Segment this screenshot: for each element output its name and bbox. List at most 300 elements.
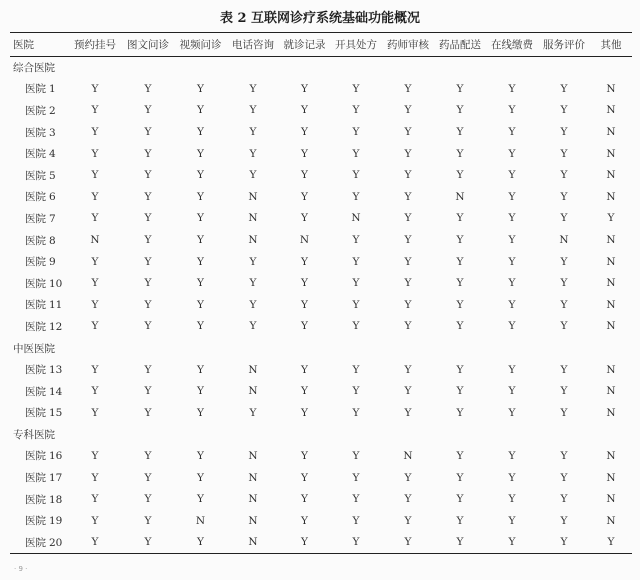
hospital-name (10, 100, 68, 122)
function-flag-cell: Y (404, 126, 412, 139)
column-header: 服务评价 (543, 39, 585, 51)
function-flag-cell: Y (456, 449, 464, 462)
function-flag-cell: Y (560, 212, 568, 225)
hospital-number: 16 (49, 450, 63, 463)
function-flag-cell: Y (560, 255, 568, 268)
function-flag-cell: Y (144, 298, 152, 311)
hospital-label: 医院 (25, 212, 46, 225)
function-flag-cell: Y (456, 255, 464, 268)
function-flag-cell: Y (404, 536, 412, 549)
function-flag-cell: Y (91, 514, 99, 527)
function-flag-cell: Y (91, 298, 99, 311)
function-flag-cell: Y (352, 320, 360, 333)
hospital-number: 7 (49, 212, 56, 225)
function-flag-cell: Y (508, 363, 516, 376)
column-header: 图文问诊 (127, 39, 169, 51)
function-flag-cell: N (248, 234, 258, 247)
function-flag-cell: Y (352, 147, 360, 160)
hospital-number: 19 (49, 515, 63, 528)
function-flag-cell: N (248, 212, 258, 225)
function-flag-cell: Y (301, 514, 308, 527)
function-flag-cell: Y (404, 363, 412, 376)
hospital-name (10, 510, 68, 532)
function-flag-cell: Y (456, 234, 464, 247)
function-flag-cell: Y (352, 449, 360, 462)
hospital-label: 医院 (25, 515, 46, 528)
function-flag-cell: Y (404, 385, 412, 398)
function-flag-cell: Y (197, 449, 204, 462)
table-row (10, 532, 632, 554)
function-flag-cell: Y (404, 234, 412, 247)
group-label: 专科医院 (13, 428, 55, 441)
group-label: 综合医院 (13, 62, 55, 75)
hospital-name (10, 380, 68, 402)
function-flag-cell: Y (560, 82, 568, 95)
hospital-number: 14 (49, 385, 63, 398)
function-flag-cell: Y (301, 536, 308, 549)
hospital-name (10, 121, 68, 143)
hospital-name (10, 294, 68, 316)
function-flag-cell: Y (456, 126, 464, 139)
function-flag-cell: Y (560, 320, 568, 333)
function-flag-cell: Y (144, 363, 152, 376)
function-flag-cell: Y (144, 190, 152, 203)
function-flag-cell: Y (249, 82, 257, 95)
hospital-label: 医院 (25, 536, 46, 549)
function-flag-cell: Y (607, 212, 615, 225)
function-flag-cell: Y (197, 255, 204, 268)
function-flag-cell: Y (352, 385, 360, 398)
function-flag-cell: Y (560, 493, 568, 506)
function-flag-cell: Y (301, 320, 308, 333)
hospital-number: 8 (49, 234, 56, 247)
function-flag-cell: Y (560, 147, 568, 160)
function-flag-cell: Y (197, 169, 204, 182)
function-flag-cell: Y (456, 320, 464, 333)
function-flag-cell: Y (404, 298, 412, 311)
function-flag-cell: Y (508, 169, 516, 182)
table-caption: 表 2 互联网诊疗系统基础功能概况 (219, 11, 421, 26)
hospital-name (10, 272, 68, 294)
hospital-number: 2 (49, 104, 56, 117)
function-flag-cell: Y (197, 277, 204, 290)
table-row (10, 251, 632, 273)
column-header: 就诊记录 (283, 39, 326, 51)
function-flag-cell: Y (197, 212, 204, 225)
hospital-number: 1 (49, 83, 56, 96)
hospital-label: 医院 (25, 148, 46, 161)
function-flag-cell: Y (352, 298, 360, 311)
function-flag-cell: N (248, 190, 258, 203)
function-flag-cell: Y (560, 104, 568, 117)
function-flag-cell: N (606, 449, 616, 462)
function-flag-cell: Y (144, 212, 152, 225)
function-flag-cell: Y (508, 104, 516, 117)
hospital-label: 医院 (25, 450, 46, 463)
function-flag-cell: Y (456, 212, 464, 225)
function-flag-cell: Y (144, 104, 152, 117)
function-flag-cell: N (606, 126, 616, 139)
function-flag-cell: Y (301, 255, 308, 268)
table-row (10, 445, 632, 467)
function-flag-cell: Y (197, 126, 204, 139)
hospital-name (10, 251, 68, 273)
function-flag-cell: Y (249, 147, 257, 160)
table-row (10, 294, 632, 316)
table-row (10, 272, 632, 294)
function-flag-cell: Y (560, 536, 568, 549)
function-flag-cell: Y (508, 147, 516, 160)
function-flag-cell: Y (352, 190, 360, 203)
function-flag-cell: Y (301, 126, 308, 139)
function-flag-cell: Y (456, 147, 464, 160)
hospital-number: 6 (49, 191, 56, 204)
function-flag-cell: Y (301, 493, 308, 506)
column-header: 医院 (13, 39, 34, 51)
hospital-number: 11 (49, 299, 63, 312)
function-flag-cell: Y (91, 536, 99, 549)
function-flag-cell: Y (91, 363, 99, 376)
hospital-number: 12 (49, 320, 63, 333)
function-flag-cell: Y (456, 493, 464, 506)
function-flag-cell: Y (91, 126, 99, 139)
function-flag-cell: Y (456, 104, 464, 117)
hospital-name (10, 78, 68, 100)
function-flag-cell: Y (91, 449, 99, 462)
function-flag-cell: Y (352, 82, 360, 95)
function-flag-cell: Y (249, 255, 257, 268)
function-flag-cell: Y (301, 363, 308, 376)
function-flag-cell: Y (301, 385, 308, 398)
function-flag-cell: Y (352, 234, 360, 247)
hospital-name (10, 186, 68, 208)
function-flag-cell: Y (560, 363, 568, 376)
function-flag-cell: Y (508, 493, 516, 506)
function-flag-cell: Y (352, 536, 360, 549)
function-flag-cell: N (606, 385, 616, 398)
function-flag-cell: Y (352, 471, 360, 484)
function-flag-cell: Y (197, 536, 204, 549)
page-number: · 9 · (14, 565, 28, 573)
function-flag-cell: Y (249, 169, 257, 182)
function-flag-cell: Y (301, 406, 308, 419)
hospital-number: 4 (49, 148, 56, 161)
hospital-number: 18 (49, 493, 63, 506)
function-flag-cell: Y (144, 255, 152, 268)
function-flag-cell: N (606, 104, 616, 117)
column-header: 药品配送 (439, 39, 481, 51)
hospital-label: 医院 (25, 104, 46, 117)
function-flag-cell: Y (144, 493, 152, 506)
function-flag-cell: Y (144, 385, 152, 398)
function-flag-cell: Y (197, 385, 204, 398)
table-header-row (10, 33, 632, 57)
function-flag-cell: Y (91, 320, 99, 333)
table-row (10, 380, 632, 402)
function-flag-cell: N (606, 298, 616, 311)
function-flag-cell: Y (560, 449, 568, 462)
function-flag-cell: Y (301, 298, 308, 311)
function-flag-cell: Y (508, 514, 516, 527)
function-flag-cell: N (606, 234, 616, 247)
function-flag-cell: N (351, 212, 361, 225)
table-row (10, 488, 632, 510)
function-flag-cell: Y (144, 514, 152, 527)
function-flag-cell: Y (301, 190, 308, 203)
function-flag-cell: Y (197, 493, 204, 506)
function-flag-cell: Y (508, 234, 516, 247)
hospital-label: 医院 (25, 169, 46, 182)
function-flag-cell: Y (91, 104, 99, 117)
hospital-name (10, 445, 68, 467)
function-flag-cell: Y (560, 406, 568, 419)
function-flag-cell: Y (560, 514, 568, 527)
function-flag-cell: N (606, 169, 616, 182)
function-flag-cell: Y (607, 536, 615, 549)
hospital-name (10, 143, 68, 165)
function-flag-cell: Y (560, 298, 568, 311)
column-header: 开具处方 (335, 39, 377, 51)
function-flag-cell: Y (560, 385, 568, 398)
function-flag-cell: Y (91, 169, 99, 182)
function-flag-cell: Y (508, 277, 516, 290)
function-flag-cell: Y (91, 277, 99, 290)
table-row (10, 402, 632, 424)
hospital-name (10, 532, 68, 554)
column-header: 其他 (600, 39, 622, 51)
function-flag-cell: Y (404, 190, 412, 203)
function-flag-cell: Y (91, 82, 99, 95)
function-flag-cell: Y (404, 493, 412, 506)
function-flag-cell: N (299, 234, 310, 247)
function-flag-cell: Y (352, 514, 360, 527)
column-header: 药师审核 (387, 39, 429, 51)
table-row (10, 143, 632, 165)
function-flag-cell: N (606, 147, 616, 160)
hospital-label: 医院 (25, 472, 46, 485)
function-flag-cell: Y (404, 147, 412, 160)
table-row (10, 467, 632, 489)
function-flag-cell: Y (91, 147, 99, 160)
function-flag-cell: Y (560, 190, 568, 203)
hospital-number: 15 (49, 407, 63, 420)
function-flag-cell: Y (508, 536, 516, 549)
hospital-name (10, 164, 68, 186)
function-flag-cell: Y (404, 471, 412, 484)
function-flag-cell: Y (197, 471, 204, 484)
function-overview-table (10, 32, 632, 554)
hospital-number: 10 (49, 277, 63, 290)
hospital-name (10, 488, 68, 510)
function-flag-cell: Y (249, 104, 257, 117)
function-flag-cell: Y (144, 82, 152, 95)
hospital-name (10, 208, 68, 230)
function-flag-cell: Y (91, 212, 99, 225)
hospital-label: 医院 (25, 299, 46, 312)
hospital-label: 医院 (25, 493, 46, 506)
group-row (10, 337, 632, 359)
hospital-number: 5 (49, 169, 56, 182)
function-flag-cell: Y (404, 212, 412, 225)
function-flag-cell: Y (301, 277, 308, 290)
function-flag-cell: Y (508, 212, 516, 225)
function-flag-cell: Y (456, 471, 464, 484)
function-flag-cell: N (90, 234, 100, 247)
hospital-number: 9 (49, 256, 56, 269)
hospital-label: 医院 (25, 191, 46, 204)
function-flag-cell: Y (352, 104, 360, 117)
function-flag-cell: Y (91, 406, 99, 419)
table-row (10, 359, 632, 381)
function-flag-cell: Y (404, 514, 412, 527)
group-label: 中医医院 (13, 342, 55, 355)
column-header: 电话咨询 (232, 39, 274, 51)
function-flag-cell: Y (301, 212, 308, 225)
function-flag-cell: Y (197, 190, 204, 203)
table-row (10, 186, 632, 208)
function-flag-cell: Y (301, 147, 308, 160)
function-flag-cell: Y (352, 126, 360, 139)
function-flag-cell: Y (456, 363, 464, 376)
hospital-label: 医院 (25, 407, 46, 420)
function-flag-cell: N (606, 493, 616, 506)
column-header: 在线缴费 (491, 39, 533, 51)
function-flag-cell: Y (404, 104, 412, 117)
table-row (10, 510, 632, 532)
table-row (10, 316, 632, 338)
function-flag-cell: Y (508, 449, 516, 462)
function-flag-cell: N (248, 471, 258, 484)
hospital-number: 13 (49, 364, 63, 377)
function-flag-cell: Y (301, 82, 308, 95)
function-flag-cell: N (606, 406, 616, 419)
function-flag-cell: Y (197, 298, 204, 311)
hospital-number: 3 (49, 126, 56, 139)
function-flag-cell: Y (352, 363, 360, 376)
function-flag-cell: Y (249, 406, 257, 419)
table-row (10, 121, 632, 143)
hospital-label: 医院 (25, 364, 46, 377)
function-flag-cell: Y (301, 104, 308, 117)
function-flag-cell: Y (508, 320, 516, 333)
function-flag-cell: Y (197, 406, 204, 419)
hospital-label: 医院 (25, 256, 46, 269)
function-flag-cell: Y (144, 449, 152, 462)
function-flag-cell: Y (404, 255, 412, 268)
hospital-name (10, 359, 68, 381)
hospital-label: 医院 (25, 234, 46, 247)
function-flag-cell: Y (456, 82, 464, 95)
function-flag-cell: Y (456, 298, 464, 311)
function-flag-cell: Y (560, 277, 568, 290)
function-flag-cell: Y (197, 363, 204, 376)
function-flag-cell: Y (144, 406, 152, 419)
function-flag-cell: N (606, 514, 616, 527)
hospital-label: 医院 (25, 385, 46, 398)
function-flag-cell: Y (508, 406, 516, 419)
function-flag-cell: Y (352, 169, 360, 182)
hospital-number: 17 (49, 472, 63, 485)
function-flag-cell: Y (144, 536, 152, 549)
function-flag-cell: Y (144, 169, 152, 182)
function-flag-cell: Y (404, 320, 412, 333)
function-flag-cell: N (606, 82, 616, 95)
function-flag-cell: Y (301, 471, 308, 484)
function-flag-cell: Y (560, 471, 568, 484)
table-body (10, 57, 632, 554)
function-flag-cell: Y (197, 104, 204, 117)
table-row (10, 208, 632, 230)
function-flag-cell: N (606, 363, 616, 376)
function-flag-cell: N (606, 190, 616, 203)
function-flag-cell: N (606, 471, 616, 484)
function-flag-cell: Y (352, 277, 360, 290)
table-row (10, 229, 632, 251)
function-flag-cell: Y (560, 126, 568, 139)
function-flag-cell: Y (249, 320, 257, 333)
hospital-label: 医院 (25, 83, 46, 96)
function-flag-cell: Y (352, 255, 360, 268)
function-flag-cell: Y (456, 169, 464, 182)
function-flag-cell: Y (197, 234, 204, 247)
hospital-label: 医院 (25, 320, 46, 333)
function-flag-cell: Y (144, 277, 152, 290)
function-flag-cell: Y (144, 471, 152, 484)
function-flag-cell: Y (144, 234, 152, 247)
group-row (10, 57, 632, 79)
function-flag-cell: N (403, 449, 413, 462)
hospital-label: 医院 (25, 277, 46, 290)
function-flag-cell: Y (456, 536, 464, 549)
function-flag-cell: Y (456, 406, 464, 419)
function-flag-cell: Y (352, 406, 360, 419)
function-flag-cell: Y (197, 82, 204, 95)
column-header: 预约挂号 (74, 39, 116, 51)
function-flag-cell: Y (456, 514, 464, 527)
function-flag-cell: Y (249, 126, 257, 139)
function-flag-cell: Y (560, 169, 568, 182)
hospital-name (10, 467, 68, 489)
function-flag-cell: Y (456, 385, 464, 398)
function-flag-cell: Y (508, 385, 516, 398)
function-flag-cell: Y (91, 471, 99, 484)
function-flag-cell: N (195, 514, 206, 527)
function-flag-cell: Y (301, 449, 308, 462)
function-flag-cell: N (455, 190, 465, 203)
function-flag-cell: N (248, 363, 258, 376)
function-flag-cell: Y (91, 385, 99, 398)
function-flag-cell: Y (91, 190, 99, 203)
function-flag-cell: Y (404, 406, 412, 419)
table-row (10, 164, 632, 186)
hospital-name (10, 402, 68, 424)
table-row (10, 100, 632, 122)
function-flag-cell: Y (508, 298, 516, 311)
column-header: 视频问诊 (179, 39, 222, 51)
function-flag-cell: Y (249, 277, 257, 290)
group-row (10, 424, 632, 446)
function-flag-cell: N (248, 514, 258, 527)
hospital-name (10, 316, 68, 338)
function-flag-cell: Y (197, 147, 204, 160)
function-flag-cell: Y (508, 471, 516, 484)
function-flag-cell: N (606, 255, 616, 268)
table-row (10, 78, 632, 100)
function-flag-cell: Y (301, 169, 308, 182)
function-flag-cell: Y (144, 126, 152, 139)
function-flag-cell: N (248, 536, 258, 549)
function-flag-cell: Y (197, 320, 204, 333)
